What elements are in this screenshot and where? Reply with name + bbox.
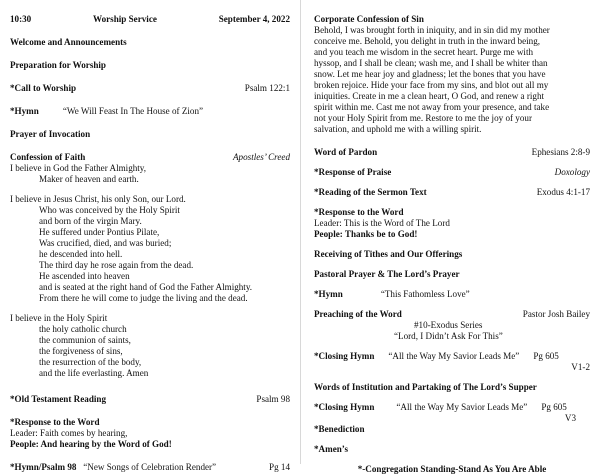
creed-line: Was crucified, died, and was buried; xyxy=(39,238,172,248)
old-testament-reading xyxy=(10,394,290,405)
confession-faith-label: Confession of Faith xyxy=(10,152,86,162)
hymn-psalm-label: *Hymn/Psalm 98 xyxy=(10,462,77,472)
standing-note: *-Congregation Standing-Stand As You Are Able xyxy=(357,464,547,474)
hymn-psalm-page: Pg 14 xyxy=(269,462,290,472)
confession-line: iniquities. Create in me a clean heart, O God, and renew a right xyxy=(314,91,545,101)
sermon-title: “Lord, I Didn’t Ask For This” xyxy=(394,331,503,341)
response-to-word-2 xyxy=(314,207,590,240)
confession-of-faith xyxy=(10,152,290,163)
service-time: 10:30 xyxy=(10,14,32,24)
confession-line: hyssop, and I shall be clean; wash me, and I shall be whiter than xyxy=(314,58,548,68)
creed-line: the forgiveness of sins, xyxy=(39,346,123,356)
confession-line: snow. Let me hear joy and gladness; let the bones that you have xyxy=(314,69,546,79)
creed-line: I believe in Jesus Christ, his only Son, our Lord. xyxy=(10,194,186,204)
response-2-label: *Response to the Word xyxy=(314,207,404,217)
word-of-pardon xyxy=(314,147,590,158)
creed-line: and is seated at the right hand of God the Father Almighty. xyxy=(39,282,253,292)
creed-paragraph-3 xyxy=(10,313,290,379)
benediction-heading: *Benediction xyxy=(314,424,365,434)
closing-hymn-2 xyxy=(314,402,590,424)
preaching-of-word xyxy=(314,309,590,342)
creed-paragraph-1 xyxy=(10,163,290,185)
sermon-text-reading xyxy=(314,187,590,198)
preaching-label: Preaching of the Word xyxy=(314,309,402,319)
praise-ref: Doxology xyxy=(554,167,590,177)
service-date: September 4, 2022 xyxy=(218,14,290,24)
response-2-leader: Leader: This is the Word of The Lord xyxy=(314,218,450,228)
creed-line: the resurrection of the body, xyxy=(39,357,142,367)
hymn-1-label: *Hymn xyxy=(10,106,39,116)
closing-1-page: Pg 605 xyxy=(533,351,559,361)
closing-1-label: *Closing Hymn xyxy=(314,351,375,361)
pardon-label: Word of Pardon xyxy=(314,147,378,157)
ot-label: *Old Testament Reading xyxy=(10,394,107,404)
creed-line: Maker of heaven and earth. xyxy=(39,174,139,184)
sermon-text-label: *Reading of the Sermon Text xyxy=(314,187,427,197)
creed-line: I believe in the Holy Spirit xyxy=(10,313,108,323)
creed-paragraph-2 xyxy=(10,194,290,304)
hymn-2-title: “This Fathomless Love” xyxy=(380,289,470,299)
sermon-series: #10-Exodus Series xyxy=(414,320,483,330)
closing-2-label: *Closing Hymn xyxy=(314,402,375,412)
closing-1-title: “All the Way My Savior Leads Me” xyxy=(388,351,520,361)
corporate-confession-heading: Corporate Confession of Sin xyxy=(314,14,424,24)
ot-ref: Psalm 98 xyxy=(256,394,290,404)
bulletin-header xyxy=(10,14,290,25)
hymn-psalm-title: “New Songs of Celebration Render” xyxy=(83,462,217,472)
pastoral-prayer-heading: Pastoral Prayer & The Lord’s Prayer xyxy=(314,269,460,279)
welcome-heading: Welcome and Announcements xyxy=(10,37,127,47)
creed-line: the holy catholic church xyxy=(39,324,127,334)
response-of-praise xyxy=(314,167,590,178)
response-to-word-1 xyxy=(10,417,290,450)
creed-line: From there he will come to judge the living and the dead. xyxy=(39,293,248,303)
confession-line: conceive me. Behold, you delight in truth in the inward being, xyxy=(314,36,541,46)
hymn-1 xyxy=(10,106,290,117)
creed-line: He suffered under Pontius Pilate, xyxy=(39,227,160,237)
hymn-1-title: “We Will Feast In The House of Zion” xyxy=(62,106,204,116)
confession-line: Behold, I was brought forth in iniquity, and in sin did my mother xyxy=(314,25,550,35)
creed-line: The third day he rose again from the dead. xyxy=(39,260,194,270)
creed-line: he descended into hell. xyxy=(39,249,123,259)
response-1-people: People: And hearing by the Word of God! xyxy=(10,439,172,449)
closing-1-verse: V1-2 xyxy=(571,362,590,372)
service-name: Worship Service xyxy=(93,14,157,24)
response-1-label: *Response to the Word xyxy=(10,417,100,427)
left-page xyxy=(0,0,300,472)
call-ref: Psalm 122:1 xyxy=(244,83,290,93)
creed-line: and born of the virgin Mary. xyxy=(39,216,142,226)
amen-heading: *Amen’s xyxy=(314,444,349,454)
creed-line: and the life everlasting. Amen xyxy=(39,368,149,378)
praise-label: *Response of Praise xyxy=(314,167,392,177)
confession-line: and you teach me wisdom in the secret heart. Purge me with xyxy=(314,47,534,57)
confession-line: not your Holy Spirit from me. Restore to me the joy of your xyxy=(314,113,532,123)
hymn-2 xyxy=(314,289,590,300)
creed-line: the communion of saints, xyxy=(39,335,131,345)
creed-line: Who was conceived by the Holy Spirit xyxy=(39,205,180,215)
corporate-confession-text xyxy=(314,25,590,135)
confession-line: spirit within me. Cast me not away from your presence, and take xyxy=(314,102,550,112)
creed-line: I believe in God the Father Almighty, xyxy=(10,163,147,173)
confession-line: salvation, and uphold me with a willing spirit. xyxy=(314,124,482,134)
hymn-2-label: *Hymn xyxy=(314,289,343,299)
call-label: *Call to Worship xyxy=(10,83,77,93)
response-1-leader: Leader: Faith comes by hearing, xyxy=(10,428,128,438)
call-to-worship xyxy=(10,83,290,94)
pardon-ref: Ephesians 2:8-9 xyxy=(531,147,590,157)
preparation-heading: Preparation for Worship xyxy=(10,60,106,70)
response-2-people: People: Thanks be to God! xyxy=(314,229,418,239)
creed-line: He ascended into heaven xyxy=(39,271,130,281)
preacher-name: Pastor Josh Bailey xyxy=(522,309,590,319)
confession-line: broken rejoice. Hide your face from my sins, and blot out all my xyxy=(314,80,549,90)
institution-heading: Words of Institution and Partaking of The Lord’s Supper xyxy=(314,382,537,392)
closing-hymn-1 xyxy=(314,351,590,373)
closing-2-title: “All the Way My Savior Leads Me” xyxy=(396,402,528,412)
closing-2-page: Pg 605 xyxy=(541,402,567,412)
right-page xyxy=(300,0,600,474)
closing-2-verse: V3 xyxy=(564,413,576,423)
tithes-heading: Receiving of Tithes and Our Offerings xyxy=(314,249,463,259)
sermon-text-ref: Exodus 4:1-17 xyxy=(536,187,590,197)
confession-faith-ref: Apostles’ Creed xyxy=(233,152,290,162)
invocation-heading: Prayer of Invocation xyxy=(10,129,91,139)
